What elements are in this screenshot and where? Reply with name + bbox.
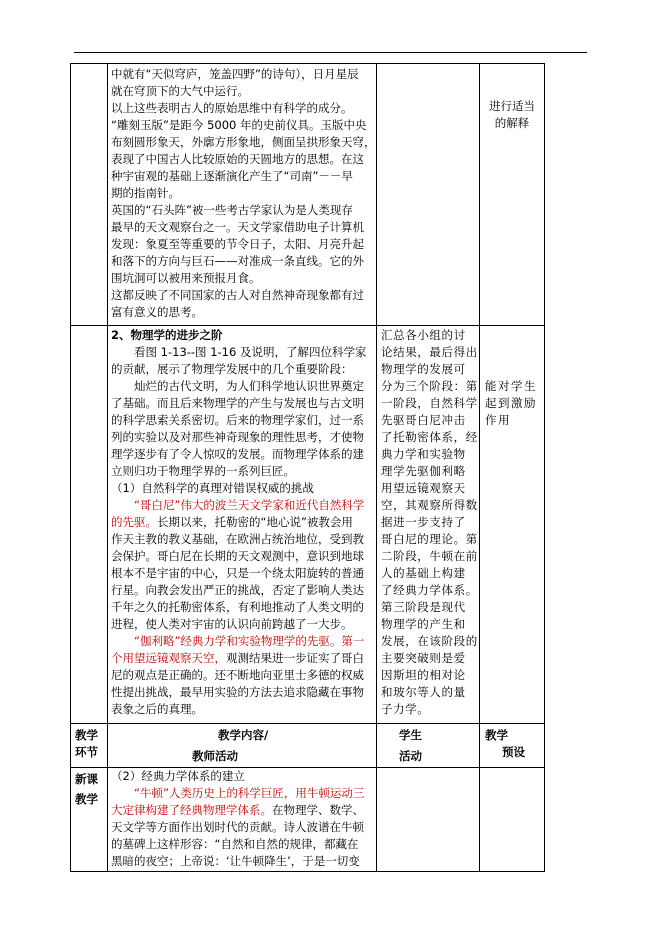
text-line: 理学先驱伽利略 xyxy=(381,464,466,478)
emphasis-text: 的先驱。 xyxy=(111,515,157,529)
text-line xyxy=(111,785,364,802)
text-line xyxy=(111,270,376,287)
body-text: 黑暗的夜空；上帝说：‘让牛顿降生’，于是一切变 xyxy=(111,854,360,868)
text-line xyxy=(111,185,376,202)
row2-student-text xyxy=(381,327,478,718)
body-text: 期的指南针。 xyxy=(111,186,180,200)
text-line: 先驱哥白尼冲击 xyxy=(381,413,466,427)
text-line: 分为三个阶段：第 xyxy=(381,379,478,393)
emphasis-text: “哥白尼”伟大的波兰天文学家和近代自然科学 xyxy=(134,498,365,512)
text-line: 用望远镜观察天 xyxy=(381,481,466,495)
text-line xyxy=(111,802,364,819)
body-text: 的墓碑上这样形容：“自然和自然的规律，都藏在 xyxy=(111,837,359,851)
header-preset-line2: 预设 xyxy=(502,745,525,759)
text-line: 哥白尼的理论。第 xyxy=(381,532,478,546)
text-line: 了托勒密体系，经 xyxy=(381,430,478,444)
row2-student-cell xyxy=(376,325,480,724)
row2-content-cell xyxy=(107,325,377,724)
body-text: 列的实验以及对那些神奇现象的理性思考，才使物 xyxy=(111,430,364,444)
text-line: 了经典力学体系。 xyxy=(381,583,478,597)
row2-preset-cell xyxy=(479,325,545,724)
header-student-line1: 学生 xyxy=(399,728,422,742)
text-line xyxy=(111,395,366,412)
text-line xyxy=(111,304,376,321)
text-line xyxy=(111,616,366,633)
text-line xyxy=(111,819,364,836)
text-line xyxy=(111,202,376,219)
text-line xyxy=(111,582,366,599)
body-text: 行星。向教会发出严正的挑战，否定了影响人类达 xyxy=(111,583,364,597)
body-text: 富有意义的思考。 xyxy=(111,305,203,319)
row4-student-cell xyxy=(376,767,480,872)
emphasis-text: “伽利略”经典力学和实验物理学的先驱。第一 xyxy=(134,634,365,648)
header-content xyxy=(107,723,377,768)
text-line: 作用 xyxy=(485,413,511,427)
text-line xyxy=(111,219,376,236)
text-line xyxy=(111,514,366,531)
text-line xyxy=(111,412,366,429)
row4-content-cell xyxy=(107,767,377,872)
text-line xyxy=(111,565,366,582)
body-text: 最早的天文观察台之一。天文学家借助电子计算机 xyxy=(111,220,364,234)
text-line xyxy=(111,100,376,117)
text-line: 物理学的发展可 xyxy=(381,362,466,376)
row1-preset-cell xyxy=(479,63,545,326)
body-text: 尼的观点是正确的。还不断地向亚里士多德的权威 xyxy=(111,668,364,682)
text-line: 教学 xyxy=(75,728,98,742)
text-line xyxy=(111,853,364,870)
text-line: 新课 xyxy=(75,772,98,786)
body-text: 会保护。哥白尼在长期的天文观测中，意识到地球 xyxy=(111,549,364,563)
text-line xyxy=(111,480,366,497)
row2-preset-text xyxy=(485,378,537,429)
text-line xyxy=(111,236,376,253)
body-text: 和落下的方向与巨石——对准成一条直线。它的外 xyxy=(111,254,364,268)
text-line: 进行适当 xyxy=(489,99,535,113)
row2-content-text xyxy=(111,327,366,718)
text-line: 的解释 xyxy=(494,116,530,130)
text-line: 二阶段，牛顿在前 xyxy=(381,549,478,563)
body-text: 以上这些表明古人的原始思维中有科学的成分。 xyxy=(111,101,353,115)
body-text: 千年之久的托勒密体系，有利地推动了人类文明的 xyxy=(111,600,364,614)
body-text: 的贡献，展示了物理学发展中的几个重要阶段： xyxy=(111,362,353,376)
text-line xyxy=(111,650,366,667)
text-line xyxy=(111,599,366,616)
text-line: 论结果，最后得出 xyxy=(381,345,478,359)
header-section xyxy=(70,723,108,768)
row4-section-text xyxy=(75,769,98,809)
body-text: 性提出挑战，最早用实验的方法去追求隐藏在事物 xyxy=(111,685,364,699)
text-line xyxy=(111,633,366,650)
row1-preset-text xyxy=(480,98,544,132)
body-text: 进程，使人类对宇宙的认识向前跨越了一大步。 xyxy=(111,617,353,631)
body-text: （1）自然科学的真理对错误权威的挑战 xyxy=(111,481,314,495)
text-line xyxy=(111,344,366,361)
body-text: 这都反映了不同国家的古人对自然神奇现象都有过 xyxy=(111,288,364,302)
text-line: 一阶段，自然科学 xyxy=(381,396,478,410)
text-line: 发展，在该阶段的 xyxy=(381,634,478,648)
text-line xyxy=(111,701,366,718)
header-rule xyxy=(74,52,587,53)
row4-content-text xyxy=(111,768,364,870)
text-line xyxy=(111,768,364,785)
text-line: 因斯坦的相对论 xyxy=(381,668,466,682)
text-line xyxy=(111,497,366,514)
body-text: 理学逐步有了令人惊叹的发展。而物理学体系的建 xyxy=(111,447,364,461)
row1-student-cell xyxy=(376,63,480,326)
text-line: 第三阶段是现代 xyxy=(381,600,466,614)
body-text: 观测结果进一步证实了哥白 xyxy=(226,651,364,665)
text-line xyxy=(111,429,366,446)
row1-content-cell xyxy=(107,63,377,326)
body-text: 在物理学、数学、 xyxy=(272,803,364,817)
emphasis-text: 大定律构建了经典物理学体系。 xyxy=(111,803,272,817)
body-text xyxy=(111,634,134,648)
body-text: “雕刻玉版”是距今 5000 年的史前仪具。玉版中央 xyxy=(111,118,367,132)
text-line: 物理学的产生和 xyxy=(381,617,466,631)
header-section-text xyxy=(75,727,98,761)
text-line: 环节 xyxy=(75,745,98,759)
text-line xyxy=(111,378,366,395)
text-line xyxy=(111,667,366,684)
text-line xyxy=(111,463,366,480)
text-line: 汇总各小组的讨 xyxy=(381,328,466,342)
body-text: 2、物理学的进步之阶 xyxy=(111,328,223,342)
text-line xyxy=(111,253,376,270)
body-text: 立则归功于物理学界的一系列巨匠。 xyxy=(111,464,295,478)
body-text: 长期以来，托勒密的“地心说”被教会用 xyxy=(157,515,353,529)
text-line xyxy=(111,83,376,100)
body-text: 中就有“天似穹庐，笼盖四野”的诗句），日月星辰 xyxy=(111,67,359,81)
text-line xyxy=(111,531,366,548)
body-text xyxy=(111,498,134,512)
text-line xyxy=(111,684,366,701)
body-text: 作天主教的教义基础，在欧洲占统治地位，受到教 xyxy=(111,532,364,546)
text-line: 典力学和实验物 xyxy=(381,447,466,461)
body-text: 的科学思索关系密切。后来的物理学家们，过一系 xyxy=(111,413,364,427)
text-line xyxy=(111,151,376,168)
text-line xyxy=(111,66,376,83)
body-text: 种宇宙观的基础上逐渐演化产生了“司南”－－早 xyxy=(111,169,353,183)
body-text: 表象之后的真理。 xyxy=(111,702,203,716)
header-content-line2: 教师活动 xyxy=(192,749,238,763)
body-text: 英国的“石头阵”被一些考古学家认为是人类现存 xyxy=(111,203,353,217)
text-line xyxy=(111,446,366,463)
row1-section-cell xyxy=(70,63,108,326)
body-text: 发现：象夏至等重要的节令日子，太阳、月亮升起 xyxy=(111,237,364,251)
header-preset xyxy=(479,723,545,768)
text-line: 教学 xyxy=(75,792,98,806)
text-line: 主要突破则是爱 xyxy=(381,651,466,665)
body-text: 看图 1-13--图 1-16 及说明，了解四位科学家 xyxy=(111,345,367,359)
text-line: 人的基础上构建 xyxy=(381,566,466,580)
text-line: 起到激励 xyxy=(485,396,537,410)
row4-preset-cell xyxy=(479,767,545,872)
row4-section-cell xyxy=(70,767,108,872)
emphasis-text: “牛顿”人类历史上的科学巨匠，用牛顿运动三 xyxy=(134,786,365,800)
header-content-line1: 教学内容/ xyxy=(218,728,269,742)
body-text: 就在穹顶下的大气中运行。 xyxy=(111,84,249,98)
text-line xyxy=(111,168,376,185)
body-text: （2）经典力学体系的建立 xyxy=(111,769,245,783)
emphasis-text: 个用望远镜观察天空， xyxy=(111,651,226,665)
body-text: 天文学等方面作出划时代的贡献。诗人波谱在牛顿 xyxy=(111,820,364,834)
text-line xyxy=(111,548,366,565)
text-line xyxy=(111,361,366,378)
text-line xyxy=(111,287,376,304)
text-line xyxy=(111,327,366,344)
body-text: 围坑洞可以被用来预报月食。 xyxy=(111,271,261,285)
text-line: 和玻尔等人的量 xyxy=(381,685,466,699)
body-text: 灿烂的古代文明，为人们科学地认识世界奠定 xyxy=(111,379,364,393)
text-line: 空，其观察所得数 xyxy=(381,498,478,512)
text-line xyxy=(111,117,376,134)
row1-content-text xyxy=(111,66,376,321)
header-student-line2: 活动 xyxy=(399,749,422,763)
body-text: 根本不是宇宙的中心，只是一个绕太阳旋转的普通 xyxy=(111,566,364,580)
text-line: 能对学生 xyxy=(485,379,537,393)
text-line: 据进一步支持了 xyxy=(381,515,466,529)
body-text: 了基础。而且后来物理学的产生与发展也与古文明 xyxy=(111,396,364,410)
header-preset-line1: 教学 xyxy=(485,728,508,742)
header-student xyxy=(376,723,480,768)
row2-section-cell xyxy=(70,325,108,724)
body-text: 布刻圆形象天，外廓方形象地，侧面呈拱形象天穹， xyxy=(111,135,376,149)
body-text xyxy=(111,786,134,800)
text-line: 子力学。 xyxy=(381,702,430,716)
text-line xyxy=(111,836,364,853)
body-text: 表现了中国古人比较原始的天圆地方的思想。在这 xyxy=(111,152,364,166)
text-line xyxy=(111,134,376,151)
